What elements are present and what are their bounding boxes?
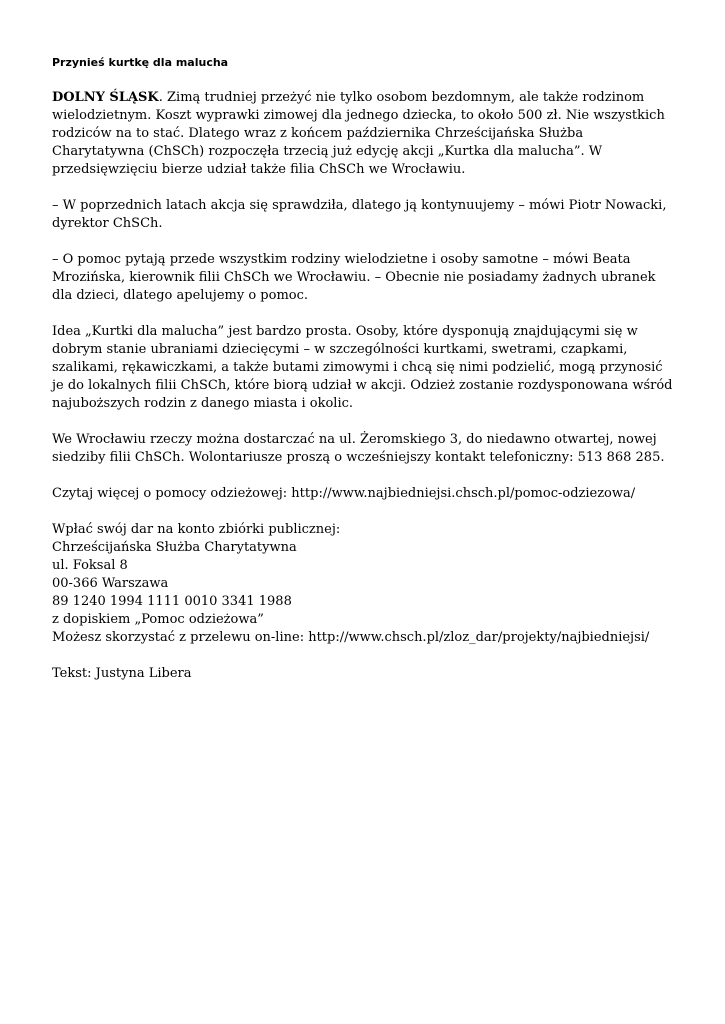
donation-block	[52, 521, 677, 647]
lead-paragraph	[52, 89, 677, 179]
lead-region: DOLNY ŚLĄSK	[52, 90, 159, 105]
wroclaw-paragraph: We Wrocławiu rzeczy można dostarczać na ul. Żeromskiego 3, do niedawno otwartej, nowej siedziby filii ChSCh. Wolontariusze proszą o wcześniejszy kontakt telefoniczny: 513 868 285.	[52, 432, 665, 465]
read-more-paragraph: Czytaj więcej o pomocy odzieżowej: http://www.najbiedniejsi.chsch.pl/pomoc-odziezowa/	[52, 486, 636, 501]
donation-account: 89 1240 1994 1111 0010 3341 1988	[52, 594, 292, 609]
donation-street: ul. Foksal 8	[52, 558, 128, 573]
donation-intro: Wpłać swój dar na konto zbiórki publicznej:	[52, 522, 341, 537]
donation-online: Możesz skorzystać z przelewu on-line: http://www.chsch.pl/zloz_dar/projekty/najbiedniejsi/	[52, 630, 650, 645]
quote-branch-manager: – O pomoc pytają przede wszystkim rodziny wielodzietne i osoby samotne – mówi Beata Mrozińska, kierownik filii ChSCh we Wrocławiu. – Obecnie nie posiadamy żadnych ubranek dla dzieci, dlatego apelujemy o pomoc.	[52, 252, 656, 303]
document-page	[52, 55, 677, 701]
lead-text: . Zimą trudniej przeżyć nie tylko osobom bezdomnym, ale także rodzinom wielodzietnym. Koszt wyprawki zimowej dla jednego dziecka, to około 500 zł. Nie wszystkich rodziców na to stać. Dlatego wraz z końcem października Chrześcijańska Służba Charytatywna (ChSCh) rozpoczęła trzecią już edycję akcji „Kurtka dla malucha”. W przedsięwzięciu bierze udział także filia ChSCh we Wrocławiu.	[52, 90, 665, 177]
article-title: Przynieś kurtkę dla malucha	[52, 56, 229, 69]
donation-city: 00-366 Warszawa	[52, 576, 169, 591]
quote-director: – W poprzednich latach akcja się sprawdziła, dlatego ją kontynuujemy – mówi Piotr Nowacki, dyrektor ChSCh.	[52, 198, 667, 231]
idea-paragraph: Idea „Kurtki dla malucha” jest bardzo prosta. Osoby, które dysponują znajdującymi się w dobrym stanie ubraniami dziecięcymi – w szczególności kurtkami, swetrami, czapkami, szalikami, rękawiczkami, a także butami zimowymi i chcą się nimi podzielić, mogą przynosić je do lokalnych filii ChSCh, które biorą udział w akcji. Odzież zostanie rozdysponowana wśród najuboższych rodzin z danego miasta i okolic.	[52, 324, 673, 411]
donation-org: Chrześcijańska Służba Charytatywna	[52, 540, 297, 555]
author-line: Tekst: Justyna Libera	[52, 666, 192, 681]
donation-note: z dopiskiem „Pomoc odzieżowa”	[52, 612, 264, 627]
